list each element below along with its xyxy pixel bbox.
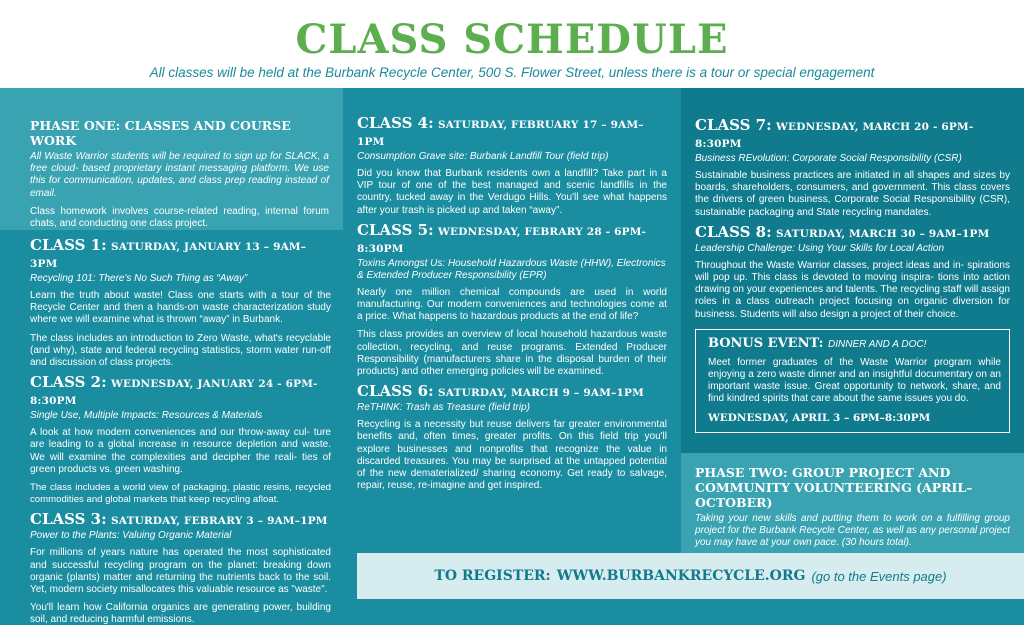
- phase-one-intro: All Waste Warrior students will be required to sign up for SLACK, a free cloud- based proprietary instant messaging platform. We use this for communication, updates, and class prep reading instead of email.: [30, 151, 329, 199]
- class-date: WEDNESDAY, MARCH 20 - 6PM-8:30PM: [695, 121, 974, 150]
- register-link[interactable]: WWW.BURBANKRECYCLE.ORG: [556, 568, 806, 584]
- class-paragraph: The class includes an introduction to Zero Waste, what's recyclable (and why), state and federal recycling statistics, storm water run-off and discussion of class projects.: [30, 332, 331, 369]
- class-title: [695, 222, 1010, 242]
- phase-one-homework: Class homework involves course-related reading, internal forum chats, and conducting one class project.: [30, 205, 329, 230]
- classes-4-6-panel: [343, 88, 681, 625]
- class-title: [357, 116, 667, 150]
- class-title: [30, 238, 331, 272]
- class-title: [357, 384, 667, 401]
- class-paragraph: This class provides an overview of local household hazardous waste collection, recycling, and reuse programs. Extended Producer Responsibility (manufacturers share in the disposal burden of their products) and other emerging policies will be examined.: [357, 329, 667, 378]
- class-date: SATURDAY, MARCH 9 – 9AM–1PM: [438, 387, 644, 400]
- class-date: WEDNESDAY, FEBRARY 28 - 6PM-8:30PM: [357, 225, 647, 255]
- class-subtitle: Leadership Challenge: Using Your Skills for Local Action: [695, 242, 945, 254]
- phase-two-text: Taking your new skills and putting them to work on a fulfilling group project for the Burbank Recycle Center, as well as any personal project you may have at your own pace. (30 hours total).: [695, 513, 1010, 549]
- class-name: CLASS 7:: [695, 116, 772, 134]
- bonus-event-box: [695, 329, 1010, 433]
- class-3: [30, 512, 331, 625]
- page-subtitle: All classes will be held at the Burbank Recycle Center, 500 S. Flower Street, unless there is a tour or special engagement: [149, 65, 875, 80]
- classes-7-8-panel: [681, 88, 1024, 453]
- class-title: [357, 220, 667, 257]
- class-date: SATURDAY, FEBRUARY 17 – 9AM–1PM: [357, 119, 644, 148]
- header: [0, 0, 1024, 88]
- class-date: WEDNESDAY, JANUARY 24 - 6PM-8:30PM: [30, 378, 318, 408]
- class-4: [357, 116, 667, 217]
- class-paragraph: Learn the truth about waste! Class one starts with a tour of the Recycle Center and then a hands-on waste characterization study where we will examine what is thrown “away” in Burbank.: [30, 290, 331, 326]
- class-date: SATURDAY, JANUARY 13 – 9AM–3PM: [30, 241, 307, 270]
- class-name: CLASS 5:: [357, 220, 434, 239]
- class-paragraph: The class includes a world view of packaging, plastic resins, recycled commodities and global markets that keep recycling afloat.: [30, 482, 331, 506]
- phase-one-title: PHASE ONE: CLASSES AND COURSE WORK: [30, 118, 291, 148]
- class-date: SATURDAY, MARCH 30 – 9AM–1PM: [776, 227, 990, 240]
- class-title: [695, 118, 1010, 152]
- class-title: [30, 375, 331, 409]
- phase-two-panel: [681, 453, 1024, 553]
- class-name: CLASS 6:: [357, 382, 434, 401]
- class-paragraph: Throughout the Waste Warrior classes, project ideas and in- spirations will pop up. This class is devoted to moving inspira- tions into action drawing on your experiences and talents. The recycling staff will assign roles in a class outreach project focusing on organic diversion for business. Students will also design a project of their choice.: [695, 259, 1010, 320]
- class-paragraph: Did you know that Burbank residents own a landfill? Take part in a VIP tour of one of the best managed and scenic landfills in the country, tucked away in the Verdugo Hills. You'll see what happens after your trash is picked up and taken “away”.: [357, 168, 667, 216]
- class-name: CLASS 3:: [30, 510, 107, 529]
- class-subtitle: Recycling 101: There's No Such Thing as “Away”: [30, 273, 248, 284]
- bonus-title: [708, 336, 1001, 352]
- class-5: [357, 220, 667, 378]
- phase-one-panel: [0, 88, 343, 230]
- class-name: CLASS 8:: [695, 222, 772, 241]
- register-note: (go to the Events page): [811, 568, 947, 584]
- class-subtitle: ReTHINK: Trash as Treasure (field trip): [357, 402, 531, 414]
- class-subtitle: Business REvolution: Corporate Social Responsibility (CSR): [695, 153, 962, 164]
- class-paragraph: You'll learn how California organics are generating power, building soil, and reducing harmful emissions.: [30, 602, 331, 625]
- bonus-tagline: DINNER AND A DOC!: [828, 338, 927, 350]
- register-label: TO REGISTER:: [434, 568, 551, 584]
- class-name: CLASS 2:: [30, 373, 107, 392]
- class-7: [695, 118, 1010, 219]
- class-paragraph: Recycling is a necessity but reuse delivers far greater environmental benefits and, often times, greater profits. On this field trip you'll explore businesses and nonprofits that recognize the value in discarded treasures. You may be surprised at the untapped potential of the new dematerialized/ sharing economy. Get ready to salvage, repair, reuse, re-imagine and get inspired.: [357, 419, 667, 492]
- classes-1-3-panel: [0, 230, 343, 625]
- class-title: [30, 512, 331, 529]
- bonus-label: BONUS EVENT:: [708, 335, 824, 351]
- class-1: [30, 238, 331, 369]
- class-subtitle: Single Use, Multiple Impacts: Resources & Materials: [30, 410, 263, 422]
- class-subtitle: Toxins Amongst Us: Household Hazardous Waste (HHW), Electronics & Extended Producer Responsibility (EPR): [357, 257, 666, 281]
- class-subtitle: Consumption Grave site: Burbank Landfill Tour (field trip): [357, 151, 609, 162]
- phase-two-title: PHASE TWO: GROUP PROJECT AND COMMUNITY VOLUNTEERING (APRIL–OCTOBER): [695, 465, 973, 510]
- class-paragraph: A look at how modern conveniences and our throw-away cul- ture are leading to a global increase in resource depletion and waste. We will examine the complexities and decipher the reali- ties of green products vs. green washing.: [30, 427, 331, 475]
- class-subtitle: Power to the Plants: Valuing Organic Material: [30, 530, 232, 542]
- class-8: [695, 222, 1010, 321]
- class-name: CLASS 1:: [30, 236, 107, 254]
- register-bar: [357, 553, 1024, 599]
- class-paragraph: Sustainable business practices are initiated in all shapes and sizes by boards, shareholders, consumers, and government. This class covers the drivers of green business, Corporate Social Responsibility (CSR), sustainable packaging and State recycling mandates.: [695, 170, 1010, 218]
- class-6: [357, 384, 667, 492]
- bonus-text: Meet former graduates of the Waste Warrior program while enjoying a zero waste dinner and an insightful documentary on an important waste issue. Great opportunity to network, share, and find kindred spirits that care about the same issues you do.: [708, 356, 1001, 405]
- bonus-date: WEDNESDAY, APRIL 3 – 6PM–8:30PM: [708, 411, 931, 424]
- class-date: SATURDAY, FEBRARY 3 – 9AM–1PM: [111, 515, 328, 528]
- class-paragraph: Nearly one million chemical compounds are used in world manufacturing. Our modern conveniences and technologies come at a price. What happens to hazardous products at the end of life?: [357, 286, 667, 323]
- page-title: CLASS SCHEDULE: [295, 16, 729, 63]
- class-paragraph: For millions of years nature has operated the most sophisticated and successful recycling program on the planet: breaking down organic (plants) matter and returning the nutrients back to the soil. Yet, modern society misallocates this valuable resource as "waste".: [30, 547, 331, 596]
- class-2: [30, 375, 331, 506]
- class-name: CLASS 4:: [357, 114, 434, 132]
